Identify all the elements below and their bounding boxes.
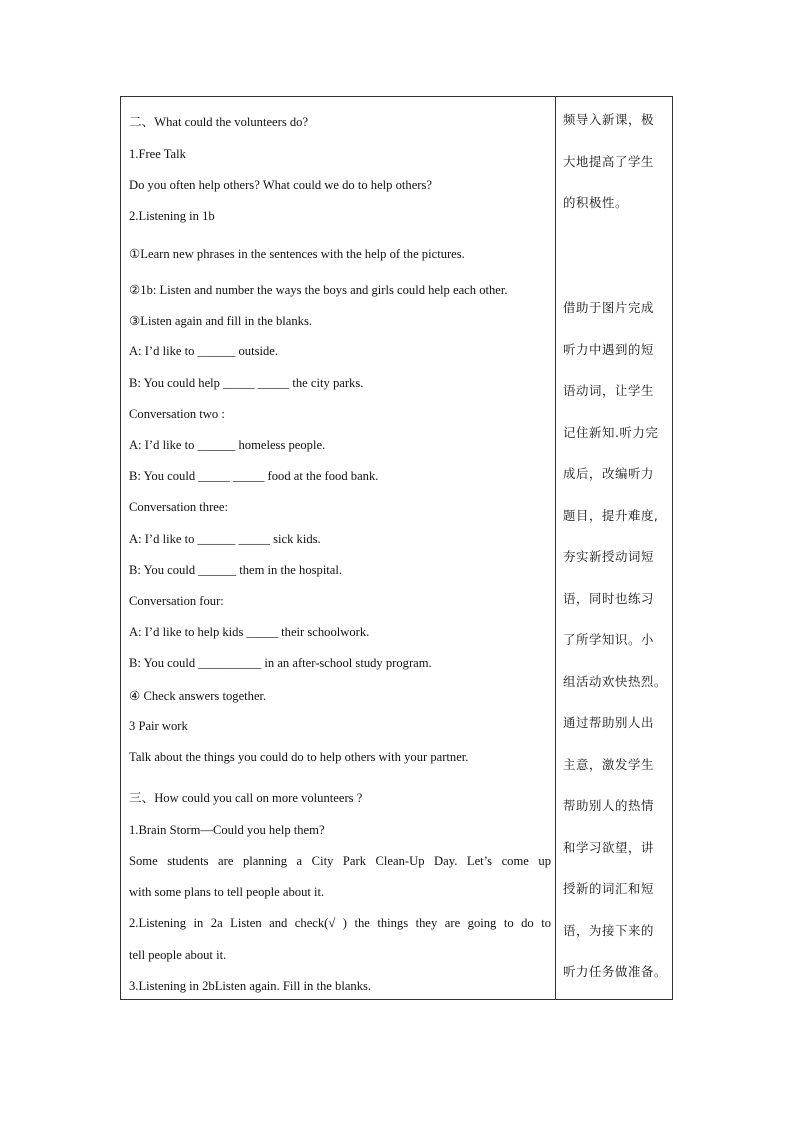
content-line: Conversation four: [129,594,224,608]
note-line: 通过帮助别人出 [563,715,654,730]
content-line: B: You could _____ _____ food at the food bank. [129,469,379,483]
content-line: 2.Listening in 2a Listen and check(√ ) the things they are going to do to [129,916,551,930]
note-line: 借助于图片完成 [563,300,654,315]
note-line: 频导入新课，极 [563,112,654,127]
note-line: 语动词，让学生 [563,383,654,398]
note-line: 帮助别人的热情 [563,798,654,813]
note-line: 记住新知.听力完 [563,425,659,440]
section-heading: 三、How could you call on more volunteers ? [129,791,363,805]
content-line: B: You could ______ them in the hospital. [129,563,343,577]
lesson-table [120,96,673,1000]
note-line: 夯实新授动词短 [563,549,654,564]
content-line: B: You could help _____ _____ the city parks. [129,376,364,390]
content-line: 1.Brain Storm—Could you help them? [129,823,325,837]
note-line: 授新的词汇和短 [563,881,654,896]
content-line: Conversation two : [129,407,225,421]
content-line: B: You could __________ in an after-school study program. [129,656,432,670]
content-line: A: I’d like to ______ _____ sick kids. [129,532,321,546]
content-line: ①Learn new phrases in the sentences with the help of the pictures. [129,247,465,261]
note-line: 大地提高了学生 [563,154,654,169]
note-line: 组活动欢快热烈。 [563,674,667,689]
content-line: ④ Check answers together. [129,689,267,703]
content-line: with some plans to tell people about it. [129,885,325,899]
column-divider [555,97,556,999]
note-line: 成后，改编听力 [563,466,654,481]
content-line: Some students are planning a City Park Clean-Up Day. Let’s come up [129,854,551,868]
content-line: 1.Free Talk [129,147,186,161]
content-line: 3 Pair work [129,719,188,733]
content-line: A: I’d like to ______ outside. [129,344,279,358]
content-line: 3.Listening in 2bListen again. Fill in the blanks. [129,979,372,993]
note-line: 题目，提升难度, [563,508,659,523]
note-line: 听力任务做准备。 [563,964,667,979]
note-line: 听力中遇到的短 [563,342,654,357]
note-line: 语，同时也练习 [563,591,654,606]
content-line: Conversation three: [129,500,228,514]
content-line: A: I’d like to ______ homeless people. [129,438,326,452]
note-line: 和学习欲望，讲 [563,840,654,855]
content-line: ②1b: Listen and number the ways the boys and girls could help each other. [129,283,508,297]
content-line: Talk about the things you could do to help others with your partner. [129,750,469,764]
note-line: 主意，激发学生 [563,757,654,772]
note-line: 的积极性。 [563,195,628,210]
note-line: 了所学知识。小 [563,632,654,647]
section-heading: 二、What could the volunteers do? [129,115,309,129]
content-line: 2.Listening in 1b [129,209,215,223]
content-line: ③Listen again and fill in the blanks. [129,314,313,328]
content-line: tell people about it. [129,948,227,962]
content-line: Do you often help others? What could we do to help others? [129,178,432,192]
note-line: 语，为接下来的 [563,923,654,938]
content-line: A: I’d like to help kids _____ their schoolwork. [129,625,370,639]
